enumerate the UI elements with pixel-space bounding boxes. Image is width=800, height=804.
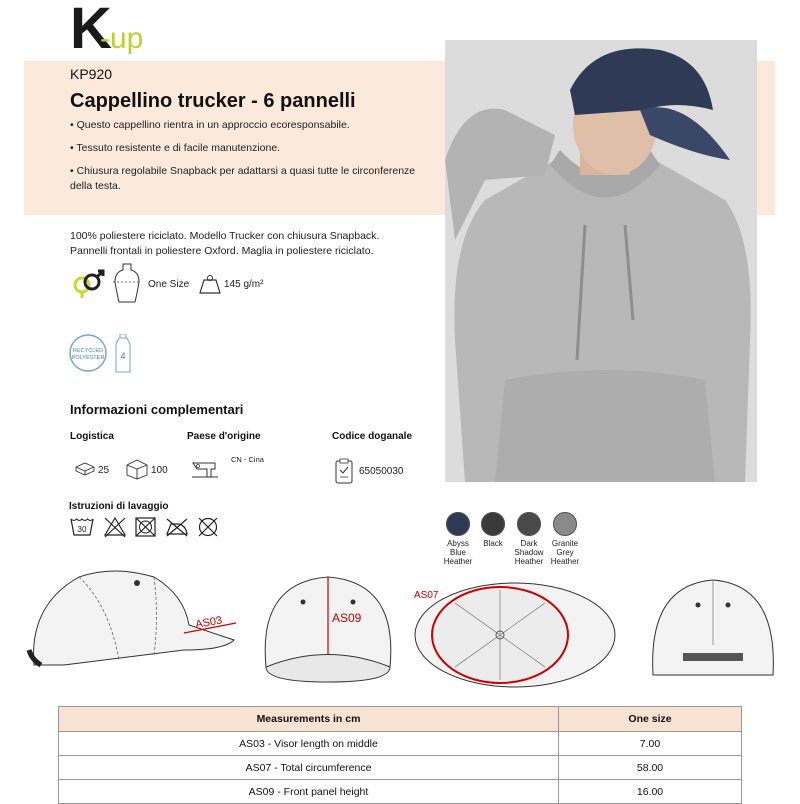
cap-back-view-diagram <box>648 575 778 695</box>
row-value: 7.00 <box>559 732 742 756</box>
no-tumble-dry-icon <box>136 518 155 536</box>
sewing-machine-icon <box>190 457 220 486</box>
no-dry-clean-icon <box>199 518 217 536</box>
product-description: 100% poliestere riciclato. Modello Trucker con chiusura Snapback. Pannelli frontali in poliestere Oxford. Maglia in poliestere riciclato. <box>70 230 380 257</box>
row-label: AS07 - Total circumference <box>59 756 559 780</box>
recycled-label-2: POLYESTER <box>71 355 105 361</box>
plastic-bottle-icon <box>114 334 132 379</box>
product-title: Cappellino trucker - 6 pannelli <box>70 90 356 112</box>
recycled-label-1: RECYCLED <box>73 348 103 354</box>
logo-up: -up <box>100 22 144 55</box>
customs-document-icon <box>334 458 354 489</box>
row-label: AS09 - Front panel height <box>59 780 559 804</box>
product-code: KP920 <box>70 66 113 82</box>
color-swatch-dark-shadow-heather[interactable] <box>517 512 541 536</box>
color-label-dark-shadow: Dark Shadow Heather <box>514 539 544 566</box>
washing-icons <box>70 516 230 543</box>
origin-label: Paese d'origine <box>187 431 261 442</box>
weight-icon <box>199 274 221 299</box>
logistics-small-count: 25 <box>98 465 110 476</box>
wash-30-icon <box>71 519 93 535</box>
row-value: 16.00 <box>559 780 742 804</box>
as09-label: AS09 <box>332 611 362 625</box>
row-value: 58.00 <box>559 756 742 780</box>
logo-k: K <box>70 0 110 61</box>
row-label: AS03 - Visor length on middle <box>59 732 559 756</box>
info-heading: Informazioni complementari <box>70 402 244 417</box>
brand-logo <box>70 0 145 61</box>
logistics-label: Logistica <box>70 431 114 442</box>
as03-label: AS03 <box>194 614 224 631</box>
washing-heading: Istruzioni di lavaggio <box>69 501 169 512</box>
model-wearing-cap-image <box>445 40 757 482</box>
bullet-1: • Questo cappellino rientra in un approccio ecoresponsabile. <box>70 119 350 131</box>
logistics-box-count: 100 <box>151 465 168 476</box>
bottle-count: 4 <box>120 351 126 361</box>
color-swatch-black[interactable] <box>481 512 505 536</box>
no-iron-icon <box>167 519 187 536</box>
wash-temp: 30 <box>77 525 87 534</box>
color-label-black: Black <box>483 539 503 548</box>
size-value: One Size <box>148 279 190 290</box>
product-photo <box>445 40 757 482</box>
carton-box-icon <box>125 458 149 485</box>
origin-value: CN - Cina <box>231 455 264 464</box>
no-bleach-icon <box>105 518 125 537</box>
as07-label: AS07 <box>414 590 439 601</box>
measurements-table <box>58 706 742 804</box>
color-label-abyss: Abyss Blue Heather <box>443 539 473 566</box>
bullet-2: • Tessuto resistente e di facile manutenzione. <box>70 142 281 154</box>
color-swatch-granite-grey-heather[interactable] <box>553 512 577 536</box>
customs-label: Codice doganale <box>332 431 413 442</box>
table-header-row <box>59 707 742 732</box>
small-box-icon <box>74 462 96 481</box>
header-one-size: One size <box>559 707 742 732</box>
color-label-granite: Granite Grey Heather <box>550 539 580 566</box>
cap-side-view-diagram <box>24 565 244 690</box>
weight-value: 145 g/m² <box>224 279 264 290</box>
size-mannequin-icon <box>113 262 141 309</box>
recycled-polyester-badge <box>68 333 108 378</box>
color-swatch-abyss-blue-heather[interactable] <box>446 512 470 536</box>
unisex-icon <box>70 268 106 303</box>
cap-underside-view-diagram <box>410 578 620 698</box>
header-measurements: Measurements in cm <box>59 707 559 732</box>
bullet-3: • Chiusura regolabile Snapback per adattarsi a quasi tutte le circonferenze della testa. <box>70 165 416 192</box>
table-row <box>59 732 742 756</box>
cap-front-view-diagram <box>258 572 398 697</box>
table-row <box>59 756 742 780</box>
customs-value: 65050030 <box>359 466 404 477</box>
